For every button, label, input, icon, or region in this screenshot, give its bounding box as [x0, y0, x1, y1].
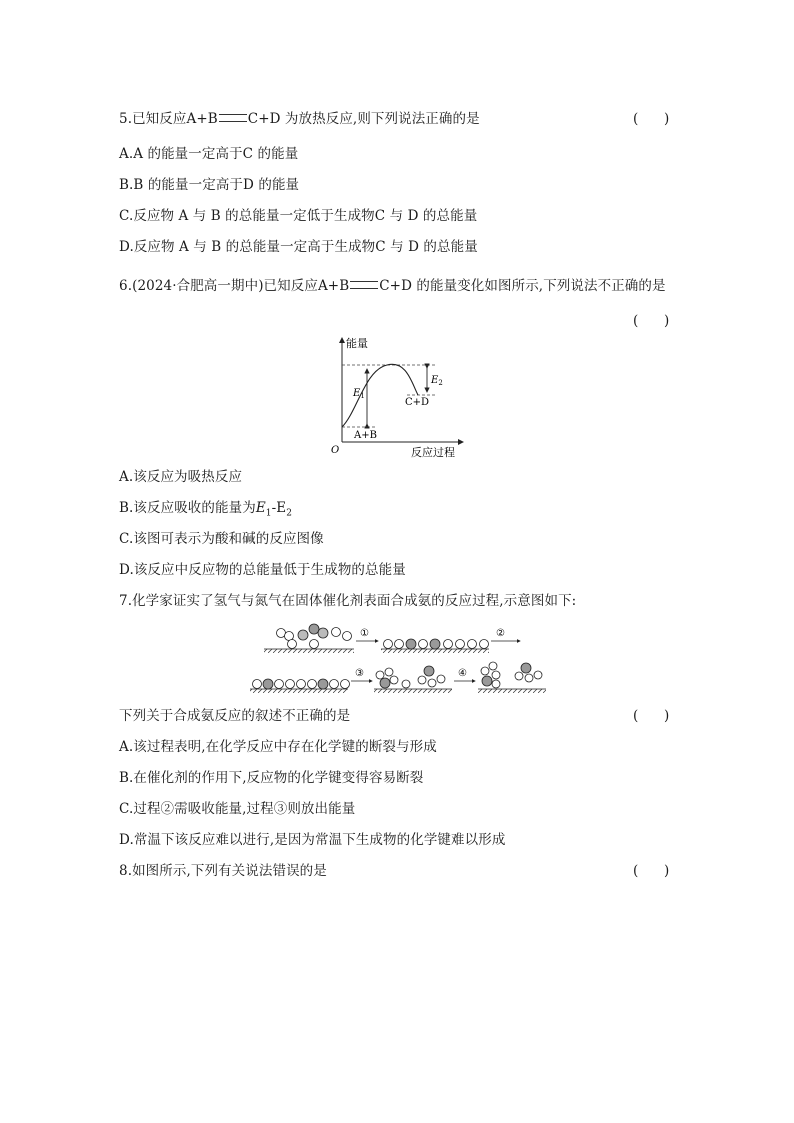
energy-diagram	[325, 332, 470, 460]
q6-option-b[interactable]	[119, 499, 292, 523]
q6-stem	[119, 277, 666, 295]
step-label-4: ④	[458, 668, 467, 679]
equal-sign-icon	[219, 114, 247, 122]
q5-stem	[119, 110, 480, 128]
catalyst-surface	[478, 689, 546, 693]
e2-label: $E_2$	[431, 375, 443, 387]
q6-option-b-e2-sub: 2	[286, 508, 293, 519]
equal-sign-icon	[350, 281, 378, 289]
step-label-2: ②	[496, 628, 505, 639]
q6-option-c[interactable]: C.该图可表示为酸和碱的反应图像	[119, 531, 324, 547]
q6-stem-part2: C+D 的能量变化如图所示,下列说法不正确的是	[379, 278, 666, 294]
q8-stem: 8.如图所示,下列有关说法错误的是	[119, 863, 327, 879]
q6-option-b-e1-sub: 1	[265, 508, 272, 519]
catalyst-surface	[381, 649, 489, 653]
q6-option-d[interactable]: D.该反应中反应物的总能量低于生成物的总能量	[119, 562, 406, 578]
q7-sub-stem: 下列关于合成氨反应的叙述不正确的是	[119, 708, 351, 724]
reactants-label: A+B	[354, 430, 377, 441]
q6-option-b-minus-e2: -E	[271, 500, 287, 516]
catalyst-surface	[250, 689, 348, 693]
q7-option-c[interactable]: C.过程②需吸收能量,过程③则放出能量	[119, 801, 356, 817]
q5-answer-blank[interactable]: ( )	[633, 111, 670, 127]
origin-label: O	[331, 445, 340, 456]
q5-option-d[interactable]: D.反应物 A 与 B 的总能量一定高于生成物C 与 D 的总能量	[119, 239, 478, 255]
q6-option-a[interactable]: A.该反应为吸热反应	[119, 469, 243, 485]
q6-stem-part1: 6.(2024·合肥高一期中)已知反应A+B	[119, 278, 350, 294]
q7-option-a[interactable]: A.该过程表明,在化学反应中存在化学键的断裂与形成	[119, 739, 437, 755]
q7-option-d[interactable]: D.常温下该反应难以进行,是因为常温下生成物的化学键难以形成	[119, 832, 506, 848]
ammonia-synthesis-schematic	[248, 618, 548, 696]
step-label-3: ③	[355, 668, 364, 679]
q7-option-b[interactable]: B.在催化剂的作用下,反应物的化学键变得容易断裂	[119, 770, 424, 786]
q5-option-c[interactable]: C.反应物 A 与 B 的总能量一定低于生成物C 与 D 的总能量	[119, 208, 478, 224]
catalyst-surface	[374, 689, 452, 693]
q7-answer-blank[interactable]: ( )	[633, 708, 670, 724]
q6-option-b-e1: E	[255, 500, 266, 516]
step-label-1: ①	[360, 628, 369, 639]
e1-label: $E_1$	[353, 388, 365, 400]
q6-option-b-text: B.该反应吸收的能量为	[119, 500, 256, 516]
products-label: C+D	[405, 397, 430, 408]
q5-stem-part2: C+D 为放热反应,则下列说法正确的是	[247, 111, 480, 127]
q6-answer-blank[interactable]: ( )	[633, 313, 670, 329]
q7-stem: 7.化学家证实了氢气与氮气在固体催化剂表面合成氨的反应过程,示意图如下:	[119, 593, 577, 609]
q8-answer-blank[interactable]: ( )	[633, 863, 670, 879]
x-axis-label: 反应过程	[411, 446, 455, 459]
q5-option-a[interactable]: A.A 的能量一定高于C 的能量	[119, 146, 299, 162]
catalyst-surface	[264, 649, 354, 653]
y-axis-label: 能量	[346, 337, 368, 350]
q5-stem-part1: 5.已知反应A+B	[119, 111, 218, 127]
q5-option-b[interactable]: B.B 的能量一定高于D 的能量	[119, 177, 300, 193]
